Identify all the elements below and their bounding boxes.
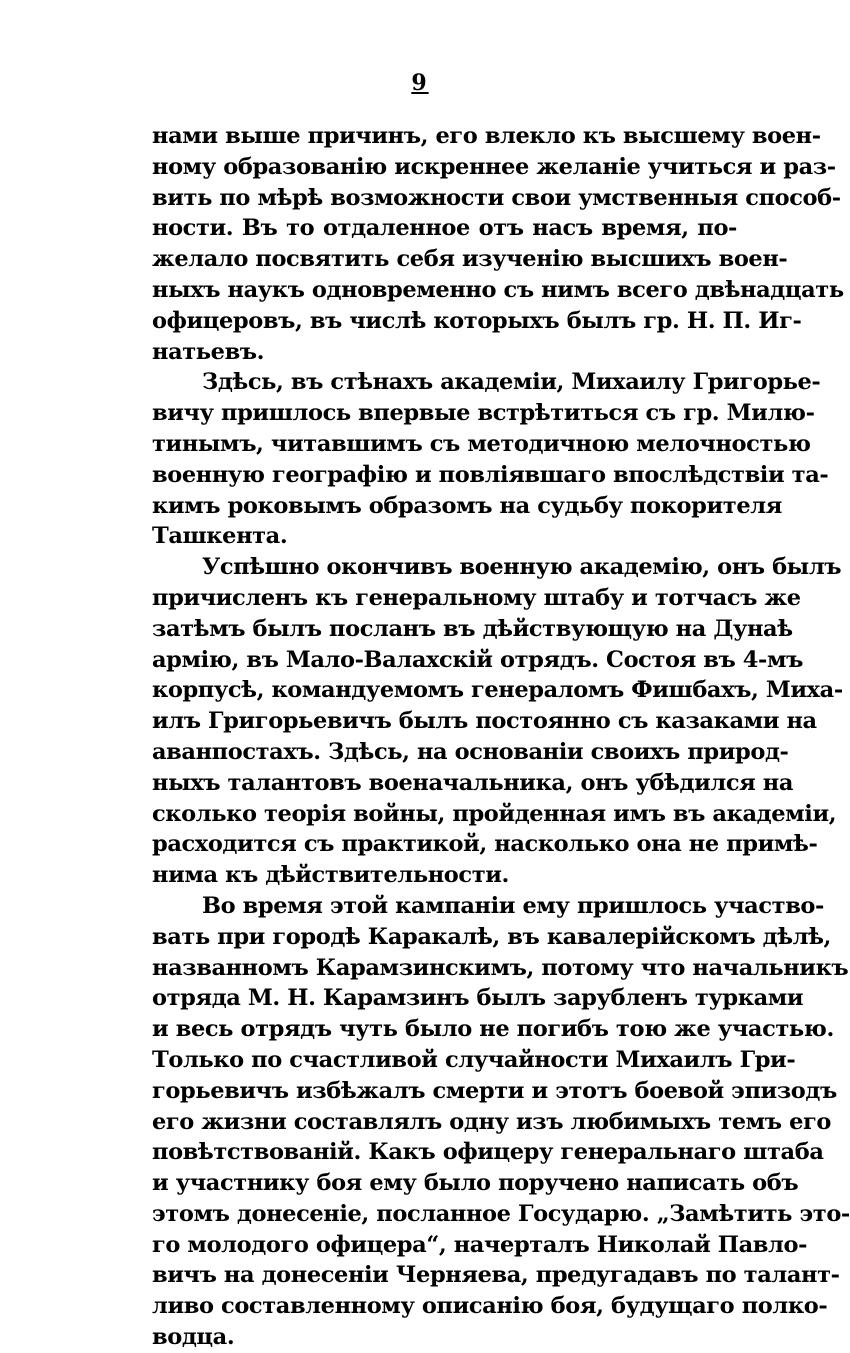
text-line: кимъ роковымъ образомъ на судьбу покорителя: [152, 492, 782, 519]
text-line: ныхъ талантовъ военачальника, онъ убѣдился на: [152, 769, 794, 796]
page-number: [0, 70, 840, 96]
text-line: отряда М. Н. Карамзинъ былъ зарубленъ турками: [152, 985, 804, 1012]
text-line: Здѣсь, въ стѣнахъ академiи, Михаилу Григорье-: [202, 369, 821, 396]
text-line: аванпостахъ. Здѣсь, на основанiи своихъ природ-: [152, 738, 789, 765]
text-line: водца.: [152, 1324, 235, 1351]
text-line: натьевъ.: [152, 338, 265, 365]
text-line: ности. Въ то отдаленное отъ насъ время, по-: [152, 215, 737, 242]
text-line: названномъ Карамзинскимъ, потому что начальникъ: [152, 954, 849, 981]
text-line: его жизни составлялъ одну изъ любимыхъ темъ его: [152, 1108, 831, 1135]
text-line: причисленъ къ генеральному штабу и тотчасъ же: [152, 584, 801, 611]
text-line: корпусѣ, командуемомъ генераломъ Фишбахъ, Миха-: [152, 677, 843, 704]
text-line: этомъ донесенiе, посланное Государю. „Замѣтить это-: [152, 1200, 850, 1227]
text-line: и участнику боя ему было поручено написать объ: [152, 1170, 799, 1197]
text-line: затѣмъ былъ посланъ въ дѣйствующую на Дунаѣ: [152, 615, 793, 642]
text-line: и весь отрядъ чуть было не погибъ тою же участью.: [152, 1016, 834, 1043]
paragraph: [152, 367, 829, 552]
text-line: Успѣшно окончивъ военную академiю, онъ былъ: [202, 554, 842, 581]
body-text: [152, 121, 850, 1353]
text-line: тинымъ, читавшимъ съ методичною мелочностью: [152, 430, 811, 457]
text-line: нами выше причинъ, его влекло къ высшему воен-: [152, 123, 821, 149]
paragraph: [152, 552, 843, 891]
text-line: военную географiю и повлiявшаго впослѣдствiи та-: [152, 461, 829, 488]
text-line: вичъ на донесенiи Черняева, предугадавъ по талант-: [152, 1262, 840, 1289]
text-line: сколько теорiя войны, пройденная имъ въ академiи,: [152, 800, 837, 827]
text-line: горьевичъ избѣжалъ смерти и этотъ боевой эпизодъ: [152, 1077, 837, 1104]
text-line: вить по мѣрѣ возможности свои умственныя способ-: [152, 184, 841, 211]
text-line: расходится съ практикой, насколько она не примѣ-: [152, 831, 818, 858]
text-line: вичу пришлось впервые встрѣтиться съ гр. Милю-: [152, 400, 815, 427]
text-line: нима къ дѣйствительности.: [152, 862, 509, 889]
text-line: повѣтствованiй. Какъ офицеру генеральнаго штаба: [152, 1139, 824, 1166]
paragraph: [152, 121, 844, 367]
text-line: Ташкента.: [152, 523, 288, 550]
text-line: вать при городѣ Каракалѣ, въ кавалерiйскомъ дѣлѣ,: [152, 923, 831, 950]
text-line: го молодого офицера“, начерталъ Николай Павло-: [152, 1231, 808, 1258]
text-line: офицеровъ, въ числѣ которыхъ былъ гр. Н. П. Иг-: [152, 307, 802, 334]
text-line: Только по счастливой случайности Михаилъ Гри-: [152, 1046, 796, 1073]
page-number-value: 9: [411, 70, 429, 96]
text-line: армiю, въ Мало-Валахскiй отрядъ. Состоя въ 4-мъ: [152, 646, 804, 673]
text-line: ливо составленному описанiю боя, будущаго полко-: [152, 1293, 828, 1320]
text-line: желало посвятить себя изученiю высшихъ воен-: [152, 246, 788, 273]
text-line: Во время этой кампанiи ему пришлось участво-: [202, 892, 824, 919]
text-line: ныхъ наукъ одновременно съ нимъ всего двѣнадцать: [152, 276, 844, 303]
text-line: илъ Григорьевичъ былъ постоянно съ казаками на: [152, 708, 817, 735]
text-line: ному образованiю искреннее желанiе учиться и раз-: [152, 153, 836, 180]
paragraph: [152, 891, 850, 1353]
